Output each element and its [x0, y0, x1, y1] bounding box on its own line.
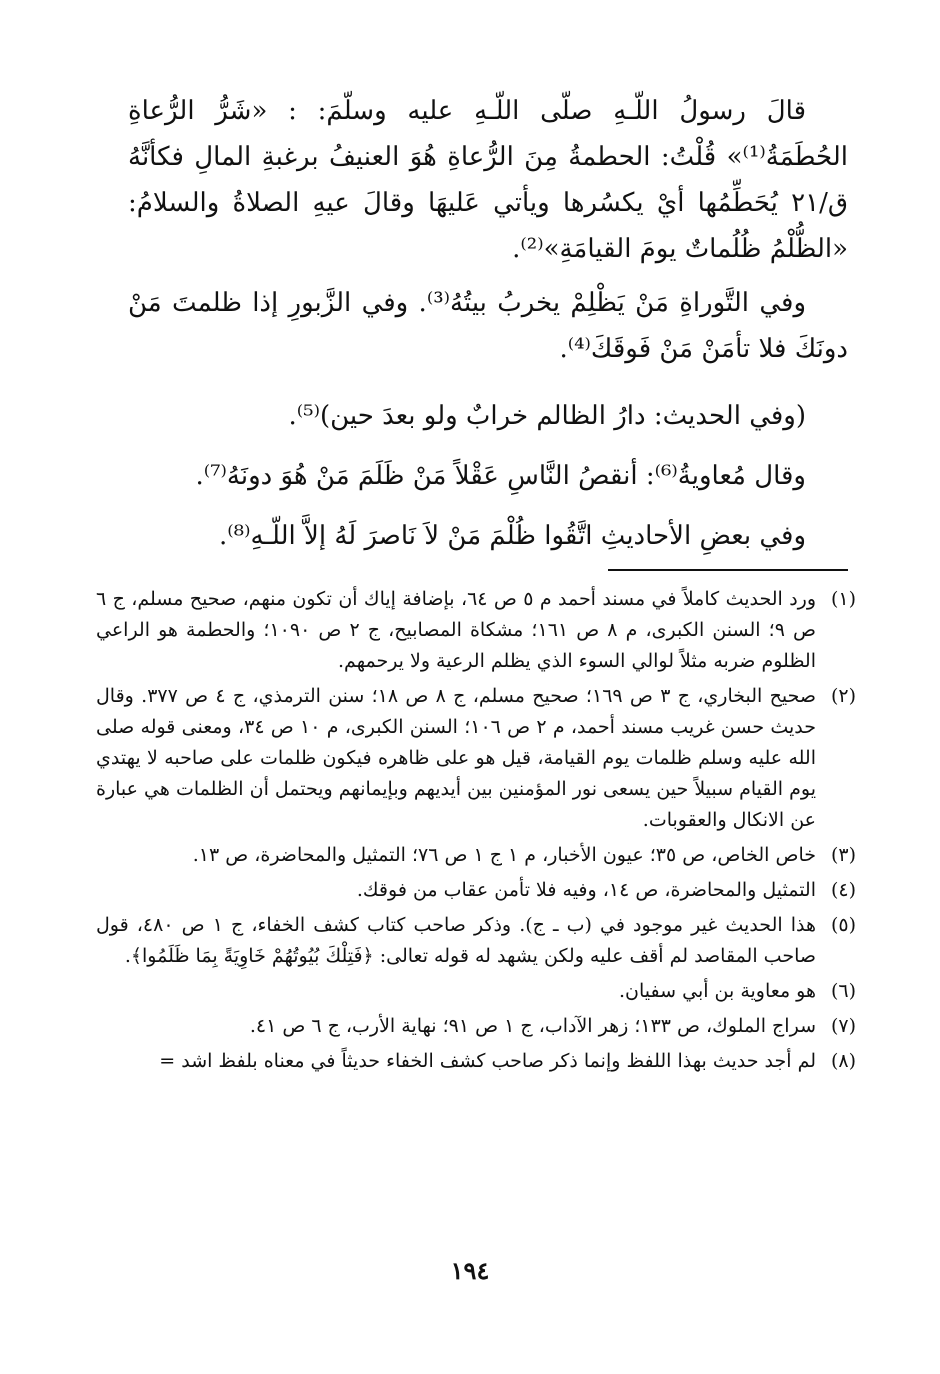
footnote-number: (٢) [830, 685, 856, 707]
footnote-2 [96, 681, 856, 836]
footnote-1 [96, 584, 856, 677]
footnote-text: سراج الملوك، ص ١٣٣؛ زهر الآداب، ج ١ ص ٩١؛ نهاية الأرب، ج ٦ ص ٤١. [249, 1015, 816, 1037]
footnote-number: (٧) [830, 1015, 856, 1037]
footnote-number: (٥) [830, 914, 856, 936]
footnote-5 [96, 910, 856, 972]
footnote-separator-rule [608, 569, 848, 571]
footnote-number: (٨) [830, 1050, 856, 1072]
footnote-4 [96, 875, 856, 906]
page-number: ١٩٤ [450, 1256, 490, 1285]
footnote-text: صحيح البخاري، ج ٣ ص ١٦٩؛ صحيح مسلم، ج ٨ ص ١٨؛ سنن الترمذي، ج ٤ ص ٣٧٧. وقال حديث حسن غريب مسند أحمد، م ٢ ص ١٠٦؛ السنن الكبرى، م ١٠ ص ٣٤، ومعنى قوله صلى الله عليه وسلم ظلمات يوم القيامة، قيل هو على ظاهره فيكون ظلمات على صاحبه لا يهتدي يوم القيام سبيلاً حين يسعى نور المؤمنين بين أيديهم وبإيمانهم ويحتمل أن الظلمات هي عبارة عن الانكال والعقوبات. [96, 685, 816, 831]
footnote-text: هو معاوية بن أبي سفيان. [619, 980, 816, 1002]
quote-line-muawiya: وقال مُعاويةُ⁽⁶⁾: أنقصُ النَّاسِ عَقْلاً مَنْ ظَلَمَ مَنْ هُوَ دونَهُ⁽⁷⁾. [195, 461, 806, 491]
footnote-text: لم أجد حديث بهذا اللفظ وإنما ذكر صاحب كشف الخفاء حديثاً في معناه بلفظ اشد = [159, 1050, 816, 1072]
footnote-text: التمثيل والمحاضرة، ص ١٤، وفيه فلا تأمن عقاب من فوقك. [356, 879, 816, 901]
footnote-3 [96, 840, 856, 871]
main-paragraph-1: قالَ رسولُ اللّـهِ صلّى اللّـهِ عليه وسلّمَ: : «شَرُّ الرُّعاةِ الحُطَمَةُ⁽¹⁾» قُلْتُ: الحطمةُ مِنَ الرُّعاةِ هُوَ العنيفُ برغبةِ المالِ فكأنَّهُ ق/٢١ يُحَطِّمُها أيْ يكسُرها ويأتي عَليهَا وقالَ عيهِ الصلاةُ والسلامُ: «الظُّلْمُ ظُلُماتٌ يومَ القيامَةِ»⁽²⁾. [128, 96, 848, 264]
footnote-number: (٦) [830, 980, 856, 1002]
main-text-block [128, 88, 848, 566]
quote-line-hadith: (وفي الحديث: دارُ الظالم خرابٌ ولو بعدَ حين)⁽⁵⁾. [288, 401, 806, 431]
footnote-number: (٣) [830, 844, 856, 866]
footnote-7 [96, 1011, 856, 1042]
footnote-text: هذا الحديث غير موجود في (ب ـ ج). وذكر صاحب كتاب كشف الخفاء، ج ١ ص ٤٨٠، قول صاحب المقاصد لم أقف عليه ولكن يشهد له قوله تعالى: ﴿فَتِلْكَ بُيُوتُهُمْ خَاوِيَةً بِمَا ظَلَمُوا﴾. [96, 914, 816, 967]
quotes-block [128, 386, 848, 566]
footnotes-block [96, 584, 856, 1081]
footnote-6 [96, 976, 856, 1007]
main-paragraph-2: وفي التَّوراةِ مَنْ يَظْلِمْ يخربُ بيتُهُ⁽³⁾. وفي الزَّبورِ إذا ظلمتَ مَنْ دونَكَ فلا تأمَنْ مَنْ فَوقَكَ⁽⁴⁾. [128, 288, 848, 364]
footnote-8 [96, 1046, 856, 1077]
footnote-number: (٤) [830, 879, 856, 901]
footnote-number: (١) [830, 588, 856, 610]
footnote-text: خاص الخاص، ص ٣٥؛ عيون الأخبار، م ١ ج ١ ص ٧٦؛ التمثيل والمحاضرة، ص ١٣. [192, 844, 816, 866]
quote-line-ahadith: وفي بعضِ الأحاديثِ اتَّقُوا ظُلْمَ مَنْ لاَ نَاصرَ لَهُ إلاَّ اللّـهِ⁽⁸⁾. [218, 521, 806, 551]
footnote-text: ورد الحديث كاملاً في مسند أحمد م ٥ ص ٦٤، بإضافة إياك أن تكون منهم، صحيح مسلم، ج ٦ ص ٩؛ السنن الكبرى، م ٨ ص ١٦١؛ مشكاة المصابيح، ج ٢ ص ١٠٩٠؛ والحطمة هو الراعي الظلوم ضربه مثلاً لوالي السوء الذي يظلم الرعية ولا يرحمهم. [96, 588, 816, 672]
